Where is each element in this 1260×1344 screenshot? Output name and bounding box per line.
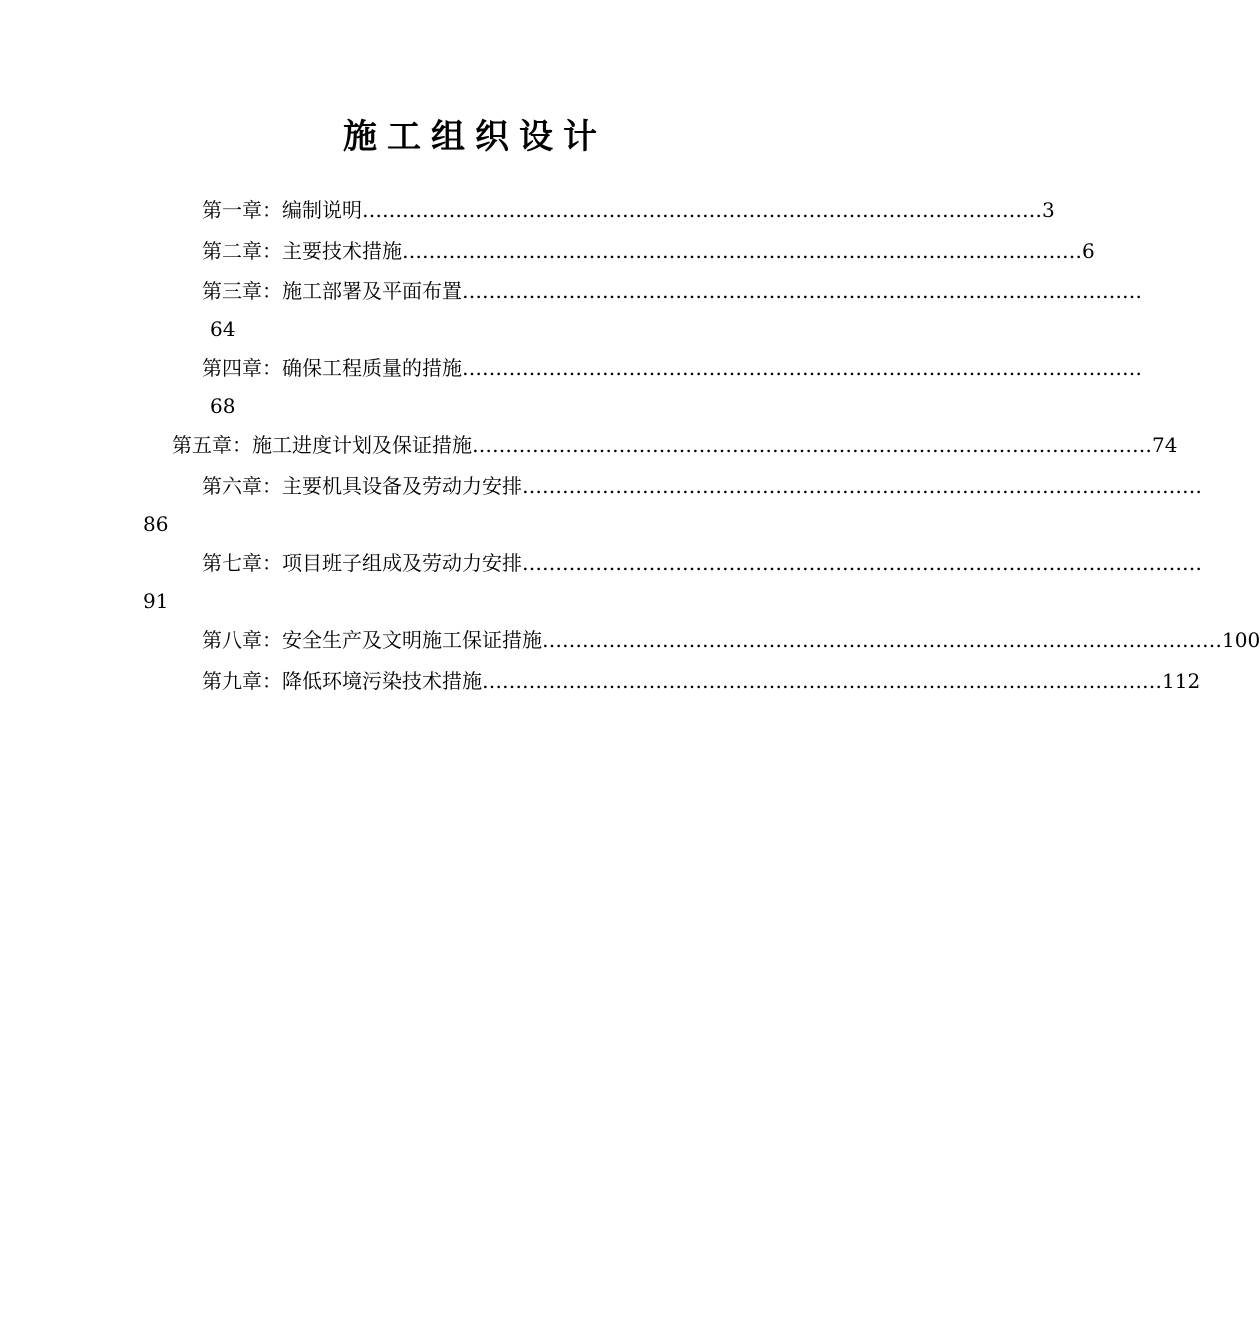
toc-entry-page: 100 (1222, 628, 1260, 652)
toc-entry-page: 3 (1042, 198, 1055, 222)
toc-entry-page: 64 (210, 317, 236, 341)
toc-entry (202, 353, 1142, 383)
toc-entry-page: 68 (210, 394, 236, 418)
toc-entry-label: 第八章：安全生产及文明施工保证措施 (202, 628, 542, 652)
toc-entry (202, 666, 1201, 696)
toc-entry-page: 112 (1162, 669, 1201, 693)
toc-leader-dots: ………………………………………………………………………………………… (402, 239, 1082, 263)
toc-entry-label: 第九章：降低环境污染技术措施 (202, 669, 482, 693)
document-title: 施工组织设计 (343, 117, 607, 157)
toc-leader-dots: ………………………………………………………………………………………… (522, 474, 1202, 498)
toc-entry (202, 236, 1095, 266)
toc-entry-label: 第六章：主要机具设备及劳动力安排 (202, 474, 522, 498)
toc-entry (202, 471, 1202, 501)
toc-leader-dots: ………………………………………………………………………………………… (462, 356, 1142, 380)
toc-entry-page: 74 (1152, 433, 1178, 457)
toc-leader-dots: ………………………………………………………………………………………… (362, 198, 1042, 222)
toc-entry (172, 430, 1178, 460)
toc-leader-dots: ………………………………………………………………………………………… (542, 628, 1222, 652)
toc-leader-dots: ………………………………………………………………………………………… (462, 279, 1142, 303)
toc-entry (202, 548, 1202, 578)
toc-entry-label: 第二章：主要技术措施 (202, 239, 402, 263)
toc-entry-label: 第七章：项目班子组成及劳动力安排 (202, 551, 522, 575)
toc-entry-label: 第三章：施工部署及平面布置 (202, 279, 462, 303)
toc-leader-dots: ………………………………………………………………………………………… (522, 551, 1202, 575)
toc-entry (202, 276, 1142, 306)
toc-entry-page: 86 (143, 512, 169, 536)
toc-leader-dots: ………………………………………………………………………………………… (482, 669, 1162, 693)
toc-leader-dots: ………………………………………………………………………………………… (472, 433, 1152, 457)
toc-entry-label: 第五章：施工进度计划及保证措施 (172, 433, 472, 457)
toc-entry (202, 625, 1260, 655)
toc-entry-page: 91 (143, 589, 169, 613)
toc-entry-label: 第四章：确保工程质量的措施 (202, 356, 462, 380)
toc-entry-label: 第一章：编制说明 (202, 198, 362, 222)
toc-entry-page: 6 (1082, 239, 1095, 263)
toc-entry (202, 195, 1055, 225)
